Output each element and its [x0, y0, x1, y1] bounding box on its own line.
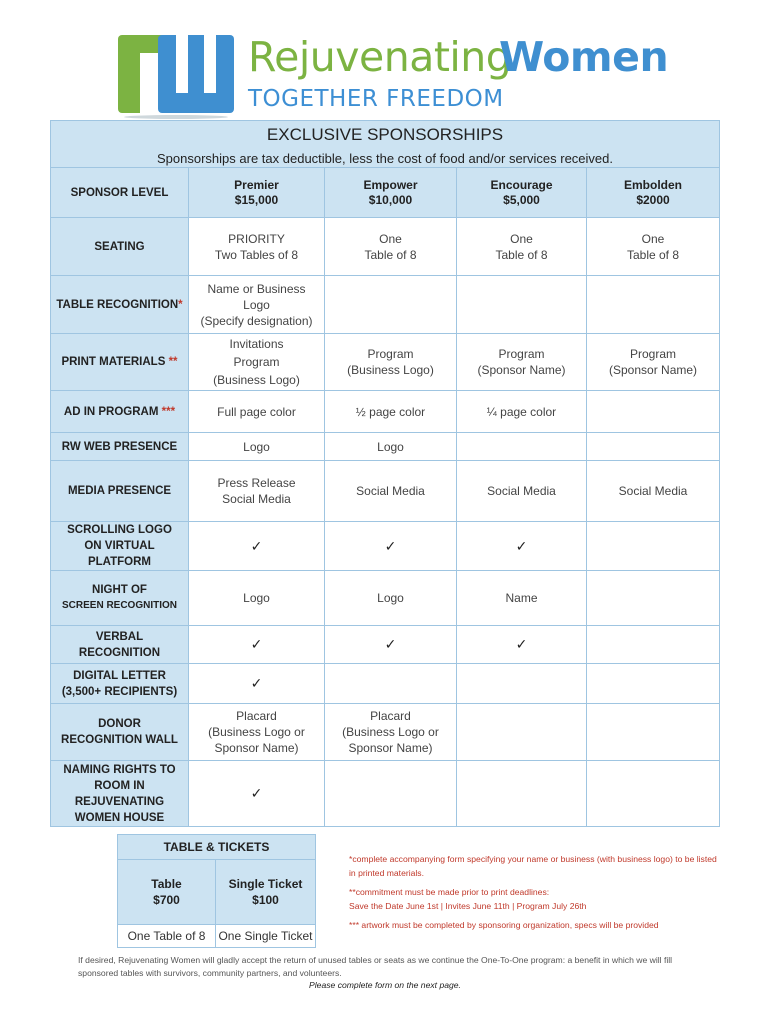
media-empower: Social Media — [325, 461, 457, 522]
row-label-rw-web-presence: RW WEB PRESENCE — [51, 433, 189, 461]
row-label-verbal-recognition: VERBAL RECOGNITION — [51, 626, 189, 664]
row-label-table-recognition — [51, 276, 189, 334]
media-premier — [189, 461, 325, 522]
row-label-line: DONOR — [98, 718, 141, 730]
check-icon: ✓ — [189, 664, 325, 704]
footnote-2-line2: Save the Date June 1st | Invites June 11th | Program July 26th — [349, 901, 587, 911]
night-embolden — [587, 571, 720, 626]
cell-line: Press Release — [217, 476, 296, 490]
logo-tagline: TOGETHER FREEDOM — [248, 86, 504, 112]
level-empower — [325, 168, 457, 218]
sponsor-level-row — [51, 168, 720, 218]
seating-empower — [325, 218, 457, 276]
table-row — [51, 433, 720, 461]
cell-line: Sponsor Name) — [348, 741, 433, 755]
sponsorship-subtitle: Sponsorships are tax deductible, less the cost of food and/or services received. — [51, 149, 720, 168]
row-label-line: SCREEN RECOGNITION — [61, 600, 177, 611]
cell-line: Table of 8 — [495, 247, 548, 262]
print-materials-premier — [189, 334, 325, 391]
footnote-3: *** artwork must be completed by sponsoring organization, specs will be provided — [349, 920, 659, 930]
row-label-media-presence: MEDIA PRESENCE — [51, 461, 189, 522]
footnotes — [349, 852, 719, 937]
check-icon: ✓ — [189, 522, 325, 571]
table-row — [51, 218, 720, 276]
rw-logo-mark-icon — [118, 33, 238, 119]
level-empower-name: Empower — [363, 177, 418, 192]
donor-encourage — [457, 704, 587, 761]
ticket-option-price: $100 — [252, 893, 279, 907]
brand-logo — [118, 33, 669, 119]
ad-encourage: ¼ page color — [457, 391, 587, 433]
cell-line: Program — [498, 347, 545, 361]
tickets-table — [117, 834, 316, 948]
table-row — [51, 626, 720, 664]
row-label-line: SCROLLING LOGO — [67, 524, 172, 536]
donor-empower — [325, 704, 457, 761]
row-label-seating: SEATING — [51, 218, 189, 276]
cell-line: (Business Logo or — [208, 725, 305, 739]
seating-encourage — [457, 218, 587, 276]
ad-empower: ½ page color — [325, 391, 457, 433]
media-encourage: Social Media — [457, 461, 587, 522]
check-icon: ✓ — [325, 522, 457, 571]
cell-line: PRIORITY — [228, 231, 285, 246]
ticket-note-single: One Single Ticket — [216, 925, 316, 948]
digital-encourage — [457, 664, 587, 704]
web-embolden — [587, 433, 720, 461]
footnote-1: *complete accompanying form specifying your name or business (with business logo) to be listed in printed materials. — [349, 854, 717, 878]
cell-line: (Business Logo) — [213, 373, 300, 387]
row-label-line: NAMING RIGHTS TO — [63, 763, 176, 776]
level-premier-name: Premier — [234, 177, 279, 192]
level-premier-price: $15,000 — [234, 192, 279, 207]
seating-premier — [189, 218, 325, 276]
row-label-digital-letter — [51, 664, 189, 704]
table-row — [51, 391, 720, 433]
next-page-note: Please complete form on the next page. — [309, 980, 461, 990]
ad-premier: Full page color — [189, 391, 325, 433]
seating-embolden — [587, 218, 720, 276]
media-embolden: Social Media — [587, 461, 720, 522]
table-row — [51, 704, 720, 761]
row-label-line: RECOGNITION WALL — [61, 734, 178, 746]
row-label-print-materials — [51, 334, 189, 391]
cell-line: One — [379, 231, 402, 246]
check-icon: ✓ — [325, 626, 457, 664]
sponsorship-table — [50, 120, 720, 827]
web-empower: Logo — [325, 433, 457, 461]
night-premier: Logo — [189, 571, 325, 626]
sponsorship-title: EXCLUSIVE SPONSORSHIPS — [51, 121, 720, 150]
level-embolden — [587, 168, 720, 218]
cell-line: Placard — [370, 709, 411, 723]
row-label-text: AD IN PROGRAM — [63, 405, 159, 418]
table-recognition-empower — [325, 276, 457, 334]
table-recognition-embolden — [587, 276, 720, 334]
row-label-line: (3,500+ RECIPIENTS) — [61, 685, 178, 698]
footnote-2 — [349, 885, 719, 913]
row-label-scrolling-logo — [51, 522, 189, 571]
check-icon: ✓ — [189, 761, 325, 827]
cell-line: Two Tables of 8 — [214, 247, 299, 262]
table-row — [51, 664, 720, 704]
cell-line: Invitations — [229, 337, 284, 351]
donor-embolden — [587, 704, 720, 761]
ticket-option-table — [118, 860, 216, 925]
cell-line: Program — [367, 347, 414, 361]
cell-line: Program — [630, 347, 677, 361]
web-premier: Logo — [189, 433, 325, 461]
cell-line: Table of 8 — [626, 247, 680, 262]
check-icon: ✓ — [457, 522, 587, 571]
web-encourage — [457, 433, 587, 461]
level-embolden-name: Embolden — [624, 177, 683, 192]
footnote-2-line1: **commitment must be made prior to print deadlines: — [349, 887, 550, 897]
level-empower-price: $10,000 — [368, 192, 413, 207]
row-label-line: ON VIRTUAL — [84, 540, 155, 552]
tickets-title: TABLE & TICKETS — [118, 835, 316, 860]
table-row — [51, 334, 720, 391]
cell-line: (Specify designation) — [200, 313, 313, 328]
scrolling-embolden — [587, 522, 720, 571]
ad-embolden — [587, 391, 720, 433]
row-label-naming-rights — [51, 761, 189, 827]
level-encourage-name: Encourage — [490, 177, 553, 192]
check-icon: ✓ — [457, 626, 587, 664]
level-encourage — [457, 168, 587, 218]
footnote-mark: *** — [161, 405, 176, 418]
night-empower: Logo — [325, 571, 457, 626]
ticket-option-name: Table — [151, 877, 182, 891]
print-materials-encourage — [457, 334, 587, 391]
check-icon: ✓ — [189, 626, 325, 664]
cell-line: Program — [233, 355, 280, 369]
table-row — [51, 276, 720, 334]
row-label-text: PRINT MATERIALS — [61, 356, 166, 368]
logo-word-rejuvenating: Rejuvenating — [248, 33, 512, 81]
print-materials-empower — [325, 334, 457, 391]
row-label-ad-in-program — [51, 391, 189, 433]
row-label-text: TABLE RECOGNITION — [56, 298, 179, 311]
cell-line: (Business Logo) — [347, 363, 434, 377]
table-row — [51, 571, 720, 626]
footnote-mark: ** — [168, 356, 178, 368]
row-label-line: DIGITAL LETTER — [73, 669, 166, 682]
row-label-line: REJUVENATING — [74, 795, 165, 808]
cell-line: Name or Business Logo — [207, 281, 306, 312]
ticket-option-single — [216, 860, 316, 925]
row-label-donor-wall — [51, 704, 189, 761]
footer-text: If desired, Rejuvenating Women will gladly accept the return of unused tables or seats as we continue the One-To-One program: a benefit in which we will fill sponsored tables with survivors, community partners, and volunteers. — [78, 955, 673, 978]
sponsor-level-header: SPONSOR LEVEL — [51, 168, 189, 218]
cell-line: (Sponsor Name) — [609, 363, 698, 377]
table-recognition-encourage — [457, 276, 587, 334]
table-row — [51, 522, 720, 571]
row-label-night-of-screen — [51, 571, 189, 626]
table-row — [51, 461, 720, 522]
donor-premier — [189, 704, 325, 761]
footnote-mark: * — [178, 298, 183, 311]
ticket-note-table: One Table of 8 — [118, 925, 216, 948]
cell-line: Sponsor Name) — [214, 741, 299, 755]
naming-empower — [325, 761, 457, 827]
row-label-line: PLATFORM — [87, 556, 152, 568]
level-encourage-price: $5,000 — [503, 192, 540, 207]
ticket-option-price: $700 — [153, 893, 180, 907]
digital-embolden — [587, 664, 720, 704]
row-label-line: ROOM IN — [94, 779, 145, 792]
cell-line: Social Media — [222, 492, 291, 506]
row-label-line: WOMEN HOUSE — [74, 811, 165, 824]
naming-encourage — [457, 761, 587, 827]
table-row — [51, 761, 720, 827]
row-label-line: NIGHT OF — [92, 584, 147, 596]
night-encourage: Name — [457, 571, 587, 626]
cell-line: (Sponsor Name) — [477, 363, 566, 377]
table-recognition-premier — [189, 276, 325, 334]
level-embolden-price: $2000 — [636, 192, 670, 207]
cell-line: One — [510, 231, 533, 246]
print-materials-embolden — [587, 334, 720, 391]
cell-line: (Business Logo or — [342, 725, 439, 739]
digital-empower — [325, 664, 457, 704]
ticket-option-name: Single Ticket — [228, 877, 303, 891]
verbal-embolden — [587, 626, 720, 664]
logo-word-women: Women — [499, 33, 669, 81]
cell-line: One — [641, 231, 665, 246]
cell-line: Placard — [236, 709, 277, 723]
cell-line: Table of 8 — [364, 247, 417, 262]
naming-embolden — [587, 761, 720, 827]
level-premier — [189, 168, 325, 218]
